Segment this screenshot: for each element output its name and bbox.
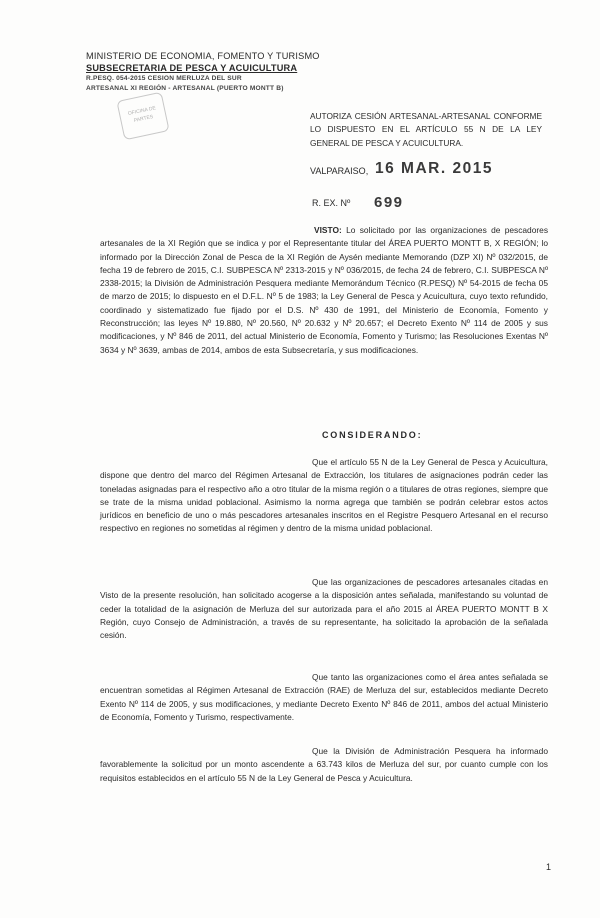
visto-label: VISTO: <box>314 225 342 235</box>
resolution-subject: AUTORIZA CESIÓN ARTESANAL-ARTESANAL CONFORME LO DISPUESTO EN EL ARTÍCULO 55 N DE LA LEY GENERAL DE PESCA Y ACUICULTURA. <box>310 111 542 148</box>
letterhead <box>86 50 320 94</box>
page-number: 1 <box>546 862 552 872</box>
ministry-name: MINISTERIO DE ECONOMIA, FOMENTO Y TURISMO <box>86 51 320 61</box>
rex-number: 699 <box>374 194 404 211</box>
considerando-paragraph: Que las organizaciones de pescadores artesanales citadas en Visto de la presente resolución, han solicitado acogerse a la disposición antes señalada, manifestando su voluntad de ceder la totalidad de la asignación de Merluza del sur autorizada para el año 2015 al ÁREA PUERTO MONTT B X Región, cuyo Consejo de Administración, a través de su representante, ha solicitado la aprobación de la señalada cesión. <box>100 577 548 641</box>
visto-text: Lo solicitado por las organizaciones de pescadores artesanales de la XI Región que se indica y por el Representante titular del ÁREA PUERTO MONTT B, X REGIÓN; lo informado por la Dirección Zonal de Pesca de la XI Región de Aysén mediante Memorando (DZP XI) Nº 032/2015, de fecha 19 de febrero de 2015, C.I. SUBPESCA Nº 2313-2015 y Nº 036/2015, de fecha 24 de febrero, C.I. SUBPESCA Nº 2338-2015; la División de Administración Pesquera mediante Memorándum Técnico (R.PESQ) Nº 54-2015 de fecha 05 de marzo de 2015; lo dispuesto en el D.F.L. Nº 5 de 1983; la Ley General de Pesca y Acuicultura, cuyo texto refundido, coordinado y sistematizado fue fijado por el D.S. Nº 430 de 1991, del Ministerio de Economía, Fomento y Reconstrucción; las leyes Nº 19.880, Nº 20.560, Nº 20.632 y Nº 20.657; el Decreto Exento Nº 114 de 2005 y sus modificaciones, y Nº 846 de 2011, del actual Ministerio de Economía, Fomento y Turismo; las Resoluciones Exentas Nº 3634 y Nº 3639, ambas de 2014, ambos de esta Subsecretaría, y sus modificaciones. <box>100 225 549 355</box>
considerando-paragraph: Que la División de Administración Pesquera ha informado favorablemente la solicitud por un monto ascendente a 63.743 kilos de Merluza del sur, por cuanto cumple con los requisitos establecidos en el artículo 55 N de la Ley General de Pesca y Acuicultura. <box>100 746 548 783</box>
considerando-paragraph: Que el artículo 55 N de la Ley General de Pesca y Acuicultura, dispone que dentro del marco del Régimen Artesanal de Extracción, los titulares de asignaciones podrán ceder las toneladas asignadas para el respectivo año a otro titular de la misma región o a titulares de otras regiones, siempre que se trate de la misma unidad poblacional. Asimismo la norma agrega que también se podrán celebrar estos actos jurídicos en beneficio de uno o más pescadores artesanales inscritos en el Registre Pesquero Artesanal en el recurso respectivo en regiones no sometidas al régimen y dentro de la misma unidad poblacional. <box>100 457 548 534</box>
office-stamp: OFICINA DE PARTES <box>116 92 169 141</box>
subsecretaria-name: SUBSECRETARIA DE PESCA Y ACUICULTURA <box>86 63 298 73</box>
resolution-date: 16 MAR. 2015 <box>375 160 493 177</box>
reference-line-1: R.PESQ. 054-2015 CESION MERLUZA DEL SUR <box>86 75 242 82</box>
considerando-paragraph: Que tanto las organizaciones como el área antes señalada se encuentran sometidas al Régimen Artesanal de Extracción (RAE) de Merluza del sur, establecidos mediante Decreto Exento Nº 114 de 2005, y sus modificaciones, y mediante Decreto Exento Nº 846 de 2011, ambos del actual Ministerio de Economía, Fomento y Turismo, respectivamente. <box>100 672 548 722</box>
visto-paragraph <box>100 224 548 357</box>
place-label: VALPARAISO, <box>310 166 369 176</box>
considerando-heading: CONSIDERANDO: <box>322 430 423 440</box>
reference-line-2: ARTESANAL XI REGIÓN - ARTESANAL (PUERTO MONTT B) <box>86 85 284 92</box>
rex-label: R. EX. Nº <box>312 198 351 208</box>
